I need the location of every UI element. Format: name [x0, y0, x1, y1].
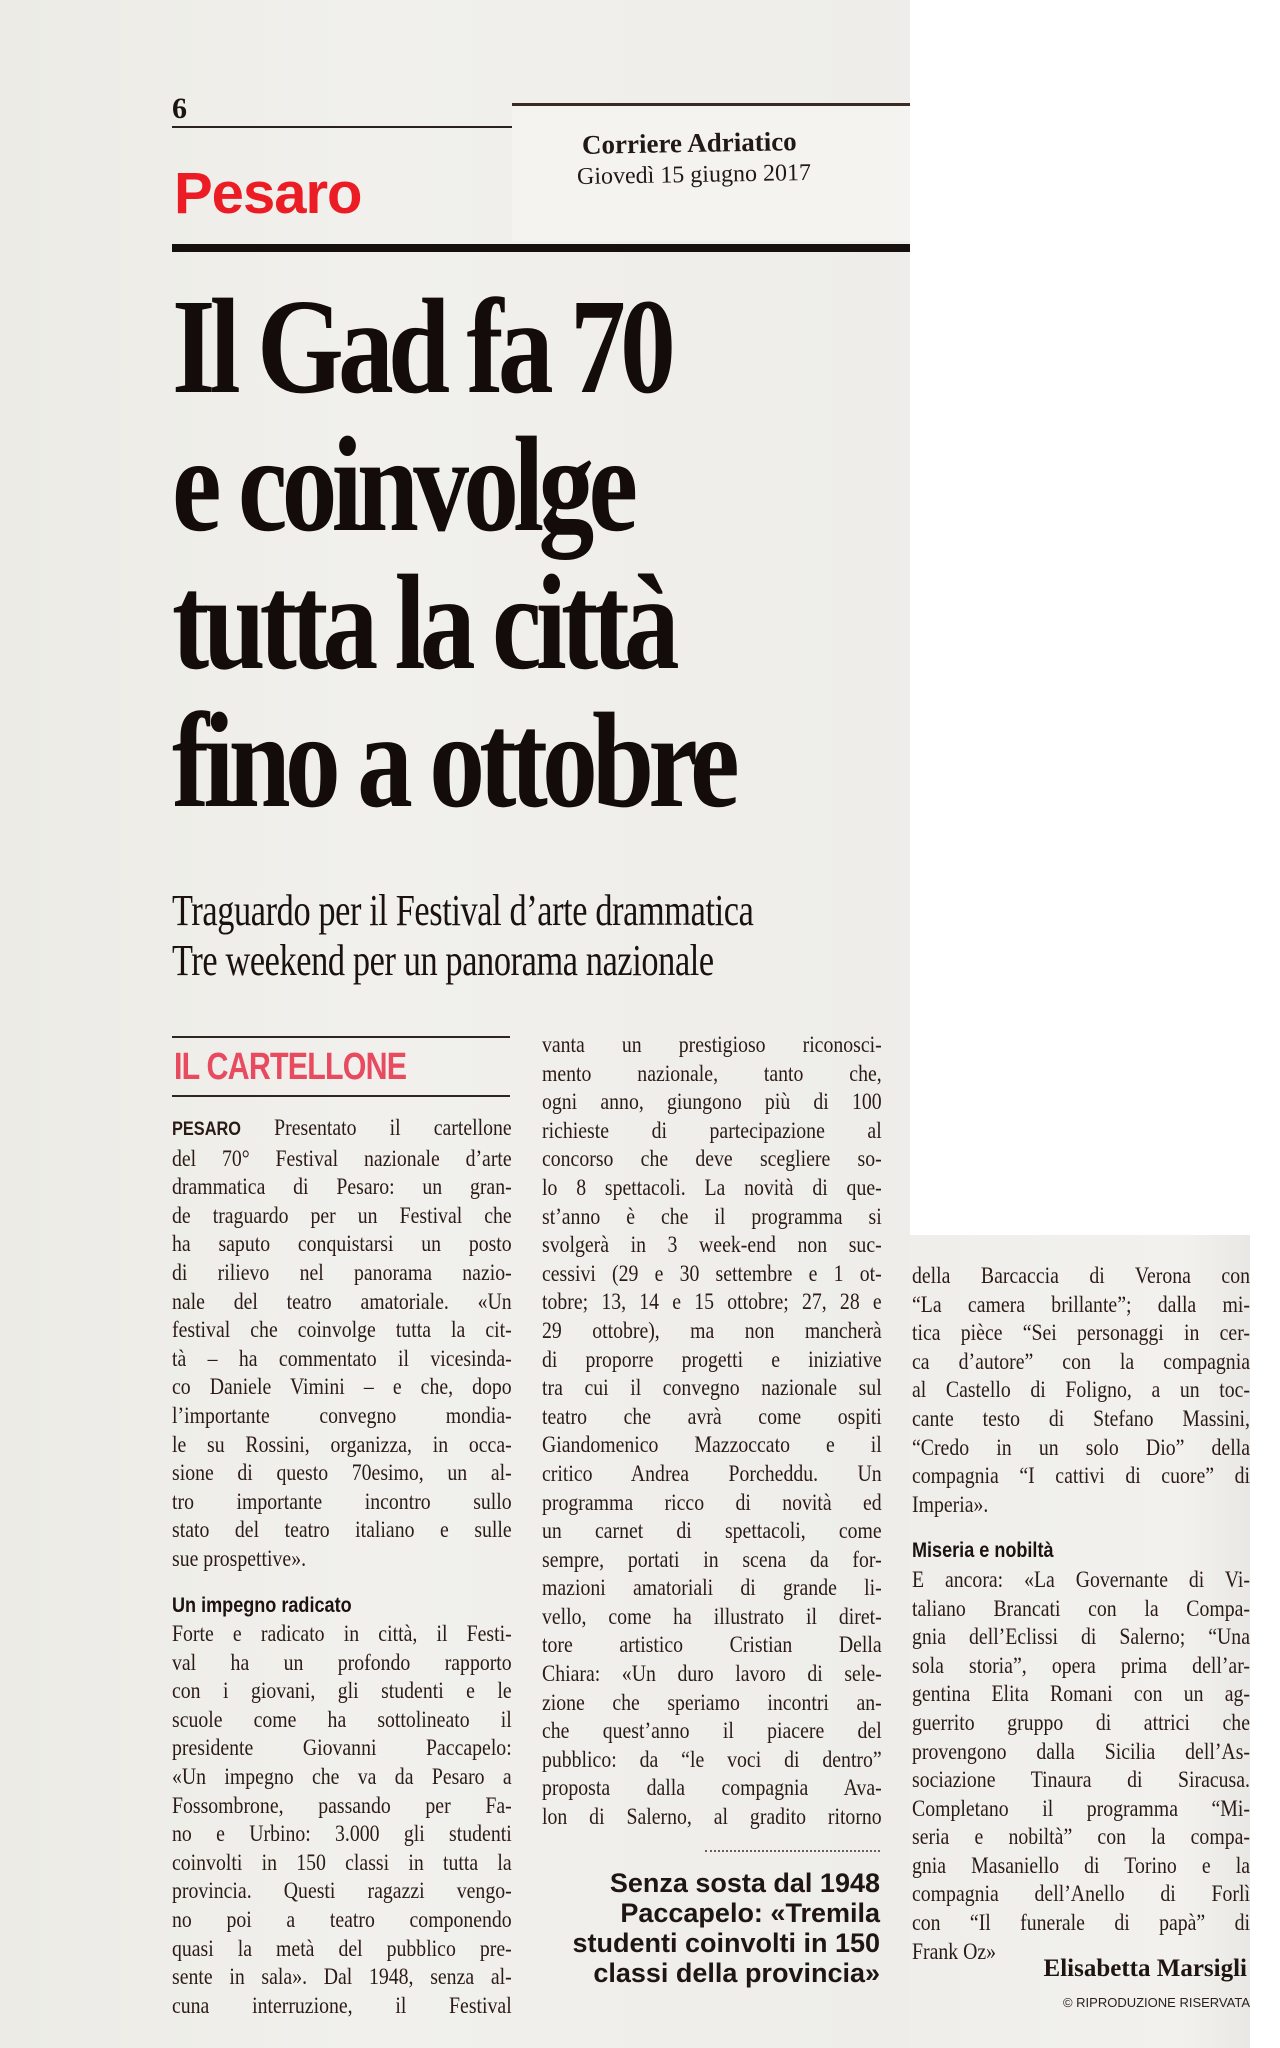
body-line: “Credo in un solo Dio” della — [912, 1434, 1250, 1460]
body-line: cuna interruzione, il Festival — [172, 1992, 512, 2018]
body-line: cante testo di Stefano Massini, — [912, 1405, 1250, 1431]
body-line: st’anno è che il programma si — [542, 1203, 882, 1229]
body-line: teatro che avrà come ospiti — [542, 1403, 882, 1429]
newspaper-name: Corriere Adriatico — [581, 126, 797, 160]
body-line: della Barcaccia di Verona con — [912, 1263, 1250, 1288]
headline-line: Il Gad fa 70 — [172, 272, 671, 422]
pullquote-line: Paccapelo: «Tremila — [620, 1898, 880, 1928]
body-line: tra cui il convegno nazionale sul — [542, 1375, 882, 1401]
body-line: svolgerà in 3 week-end non suc- — [542, 1232, 882, 1258]
body-line: val ha un profondo rapporto — [172, 1649, 512, 1675]
body-line: che quest’anno il piacere del — [542, 1718, 882, 1744]
subheadline-line: Traguardo per il Festival d’arte drammatica — [172, 886, 754, 935]
body-line: nale del teatro amatoriale. «Un — [172, 1288, 512, 1314]
body-line: gnia Masaniello di Torino e la — [912, 1852, 1250, 1878]
article-column-2 — [542, 1031, 882, 1832]
body-line: Completano il programma “Mi- — [912, 1795, 1250, 1821]
body-line: tore artistico Cristian Della — [542, 1632, 882, 1658]
body-line: le su Rossini, organizza, in occa- — [172, 1431, 512, 1457]
headline-line: fino a ottobre — [172, 686, 734, 836]
body-line: mento nazionale, tanto che, — [542, 1060, 882, 1086]
pullquote-line: classi della provincia» — [593, 1958, 880, 1988]
body-line: tà – ha commentato il vicesinda- — [172, 1345, 512, 1371]
body-line: sente in sala». Dal 1948, senza al- — [172, 1964, 512, 1990]
body-line: concorso che deve scegliere so- — [542, 1146, 882, 1172]
body-line: con i giovani, gli studenti e le — [172, 1678, 512, 1704]
subheadline — [172, 886, 753, 986]
kicker-bottom-rule — [172, 1095, 510, 1097]
body-line: no e Urbino: 3.000 gli studenti — [172, 1821, 512, 1847]
body-line: sione di questo 70esimo, un al- — [172, 1460, 512, 1486]
body-line: ha saputo conquistarsi un posto — [172, 1231, 512, 1257]
body-line: Forte e radicato in città, il Festi- — [172, 1621, 512, 1647]
body-line: sola storia”, opera prima dell’ar- — [912, 1652, 1250, 1678]
body-line: di proporre progetti e iniziative — [542, 1346, 882, 1372]
body-line: drammatica di Pesaro: un gran- — [172, 1174, 512, 1200]
body-line: programma ricco di novità ed — [542, 1489, 882, 1515]
body-line: richieste di partecipazione al — [542, 1117, 882, 1143]
crosshead: Un impegno radicato — [172, 1593, 352, 1617]
body-line: Frank Oz» — [912, 1938, 997, 1964]
body-line: co Daniele Vimini – e che, dopo — [172, 1374, 512, 1400]
body-line: sociazione Tinaura di Siracusa. — [912, 1767, 1250, 1793]
masthead-label — [512, 103, 910, 241]
pullquote-rule — [705, 1850, 880, 1852]
body-line: 29 ottobre), ma non mancherà — [542, 1317, 882, 1343]
headline — [172, 272, 902, 836]
crosshead: Miseria e nobiltà — [912, 1539, 1054, 1563]
body-line: tobre; 13, 14 e 15 ottobre; 27, 28 e — [542, 1289, 882, 1315]
body-line: taliano Brancati con la Compa- — [912, 1595, 1250, 1621]
section-title: Pesaro — [174, 161, 362, 226]
body-line: tro importante incontro sullo — [172, 1488, 512, 1514]
body-line: cessivi (29 e 30 settembre e 1 ot- — [542, 1260, 882, 1286]
top-rule — [172, 126, 522, 128]
body-line: ca d’autore” con la compagnia — [912, 1348, 1250, 1374]
body-line: seria e nobiltà” con la compa- — [912, 1824, 1250, 1850]
body-line: di rilievo nel panorama nazio- — [172, 1259, 512, 1285]
body-line: ogni anno, giungono più di 100 — [542, 1089, 882, 1115]
body-line: l’importante convegno mondia- — [172, 1402, 512, 1428]
body-line: sempre, portati in scena da for- — [542, 1546, 882, 1572]
body-line: provengono dalla Sicilia dell’As- — [912, 1738, 1250, 1764]
body-line: con “Il funerale di papà” di — [912, 1910, 1250, 1936]
body-line: sue prospettive». — [172, 1545, 307, 1571]
body-line: compagnia dell’Anello di Forlì — [912, 1881, 1250, 1907]
body-line: un carnet di spettacoli, come — [542, 1518, 882, 1544]
body-line: vanta un prestigioso riconosci- — [542, 1032, 882, 1057]
headline-line: tutta la città — [172, 548, 674, 698]
body-line: “La camera brillante”; dalla mi- — [912, 1291, 1250, 1317]
body-line: al Castello di Foligno, a un toc- — [912, 1377, 1250, 1403]
body-line: pubblico: da “le voci di dentro” — [542, 1746, 882, 1772]
body-line: quasi la metà del pubblico pre- — [172, 1935, 512, 1961]
article-column-1 — [172, 1114, 512, 2020]
body-line: compagnia “I cattivi di cuore” di — [912, 1463, 1250, 1489]
dateline: PESARO — [172, 1119, 242, 1140]
body-line: vello, come ha illustrato il diret- — [542, 1603, 882, 1629]
body-line: mazioni amatoriali di grande li- — [542, 1575, 882, 1601]
body-line: presidente Giovanni Paccapelo: — [172, 1735, 512, 1761]
body-line: Fossombrone, passando per Fa- — [172, 1792, 512, 1818]
body-line: del 70° Festival nazionale d’arte — [172, 1145, 512, 1171]
body-line: gentina Elita Romani con un ag- — [912, 1681, 1250, 1707]
body-line: Giandomenico Mazzoccato e il — [542, 1432, 882, 1458]
section-rule — [172, 244, 910, 252]
body-line: no poi a teatro componendo — [172, 1907, 512, 1933]
body-line: Imperia». — [912, 1491, 989, 1517]
kicker-label: IL CARTELLONE — [174, 1046, 407, 1088]
body-line: «Un impegno che va da Pesaro a — [172, 1764, 512, 1790]
copyright-notice: © RIPRODUZIONE RISERVATA — [1062, 1995, 1250, 2010]
body-line: gnia dell’Eclissi di Salerno; “Una — [912, 1624, 1250, 1650]
pullquote-line: studenti coinvolti in 150 — [572, 1928, 880, 1958]
body-line: lo 8 spettacoli. La novità di que- — [542, 1174, 882, 1200]
body-line: Chiara: «Un duro lavoro di sele- — [542, 1661, 882, 1687]
page-number: 6 — [172, 92, 187, 125]
pullquote — [540, 1868, 880, 1988]
body-line: coinvolti in 150 classi in tutta la — [172, 1849, 512, 1875]
pullquote-line: Senza sosta dal 1948 — [609, 1868, 880, 1898]
body-line: provincia. Questi ragazzi vengo- — [172, 1878, 512, 1904]
body-line: scuole come ha sottolineato il — [172, 1706, 512, 1732]
body-line: proposta dalla compagnia Ava- — [542, 1775, 882, 1801]
kicker-top-rule — [172, 1036, 510, 1038]
publication-date: Giovedì 15 giugno 2017 — [576, 159, 812, 191]
body-line: E ancora: «La Governante di Vi- — [912, 1566, 1250, 1592]
body-line: lon di Salerno, al gradito ritorno — [542, 1804, 882, 1830]
body-line: zione che speriamo incontri an- — [542, 1689, 882, 1715]
body-line: PESARO Presentato il cartellone — [172, 1115, 512, 1140]
subheadline-line: Tre weekend per un panorama nazionale — [172, 936, 714, 985]
byline: Elisabetta Marsigli — [1043, 1955, 1247, 1982]
headline-line: e coinvolge — [172, 410, 633, 560]
article-column-3 — [912, 1262, 1250, 1966]
body-line: tica pièce “Sei personaggi in cer- — [912, 1320, 1250, 1346]
body-line: de traguardo per un Festival che — [172, 1202, 512, 1228]
body-line: guerrito gruppo di attrici che — [912, 1709, 1250, 1735]
body-line: stato del teatro italiano e sulle — [172, 1517, 512, 1543]
body-line: festival che coinvolge tutta la cit- — [172, 1317, 512, 1343]
body-line: critico Andrea Porcheddu. Un — [542, 1460, 882, 1486]
